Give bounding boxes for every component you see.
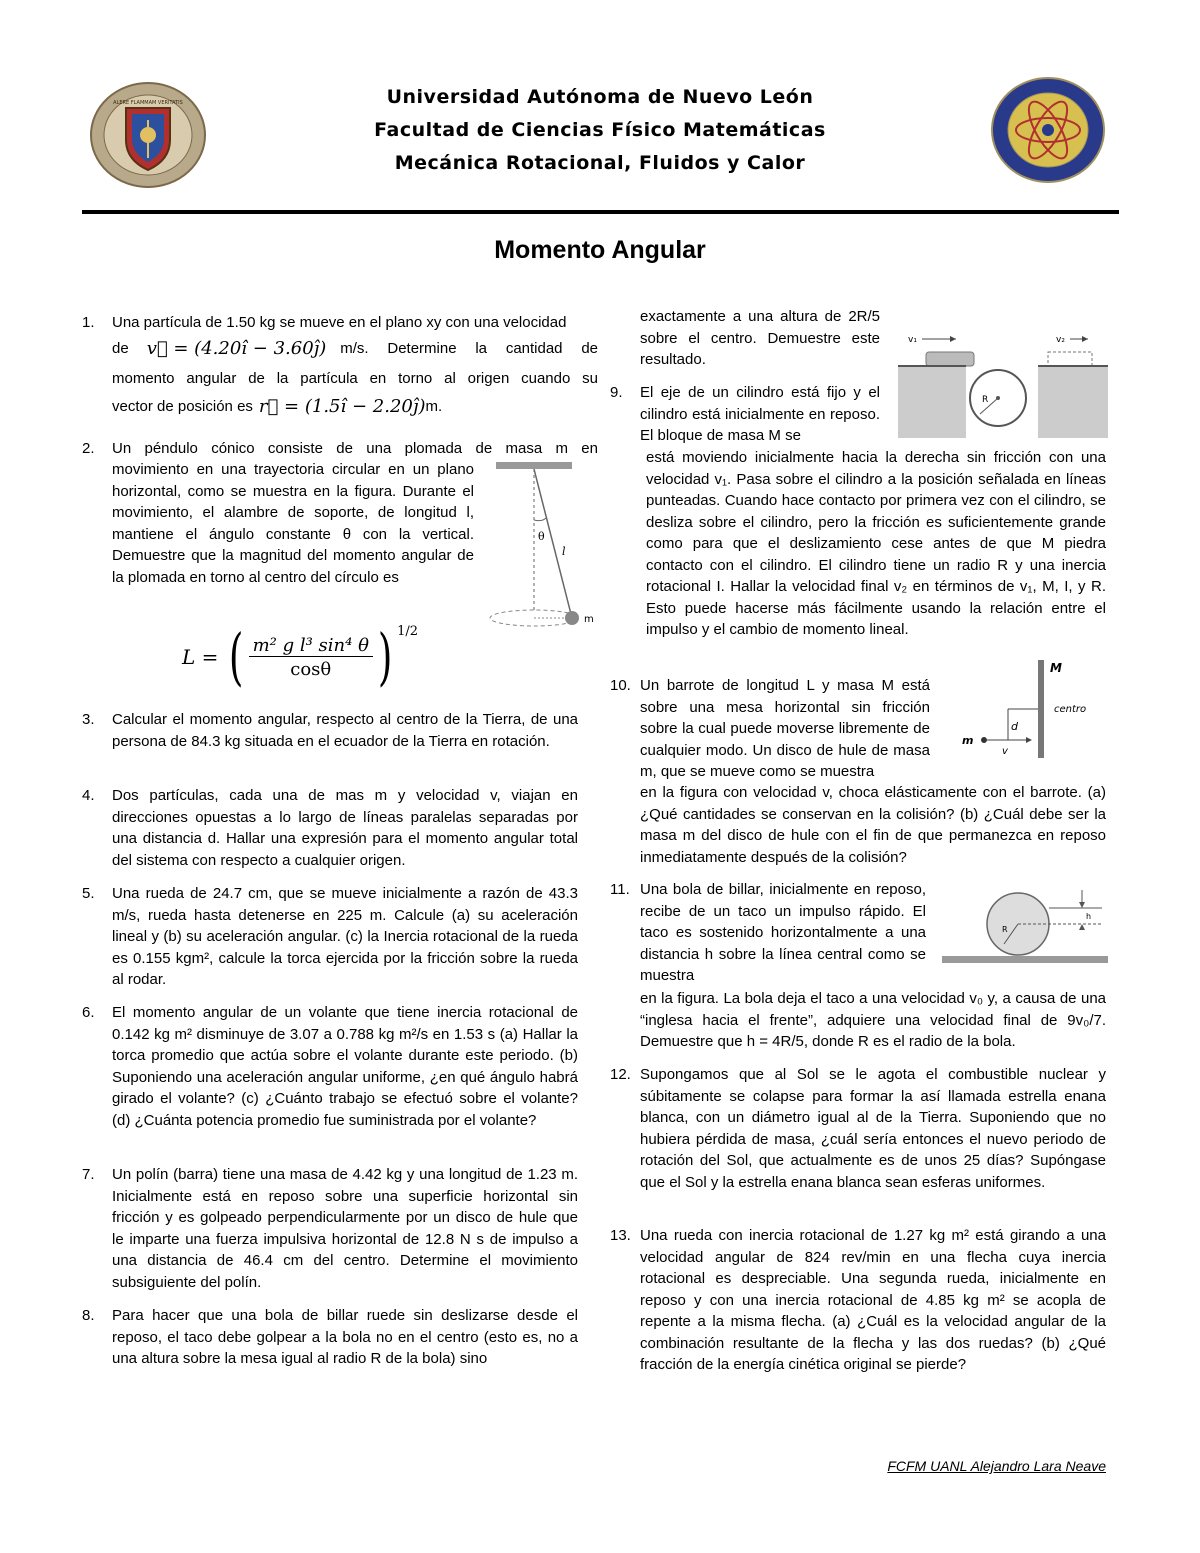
problem-number: 2.: [82, 440, 95, 457]
problem-number: 3.: [82, 711, 95, 728]
ball-radius-label: R: [1002, 925, 1008, 934]
problem-1-line-a: Una partícula de 1.50 kg se mueve en el plano xy con una velocidad: [112, 314, 567, 331]
problem-8-text: Para hacer que una bola de billar ruede sin deslizarse desde el reposo, el taco debe golpear a la bola no en el centro (esto es, no a una altura sobre la mesa igual al radio R de la bola) sino: [112, 1307, 578, 1367]
problem-number: 7.: [82, 1166, 95, 1183]
problem-1-line-c: momento angular de la partícula en torno al origen cuando su: [112, 370, 598, 387]
problem-8-continuation: exactamente a una altura de 2R/5 sobre el centro. Demuestre este resultado.: [640, 308, 880, 368]
page-title: Momento Angular: [494, 236, 706, 264]
problem-number: 1.: [82, 314, 95, 331]
problem-11-body: en la figura. La bola deja el taco a una velocidad v₀ y, a causa de una “inglesa hacia el frente”, adquiere una velocidad final de 9v₀/7. Demuestre que h = 4R/5, donde R es el radio de la bola.: [640, 990, 1106, 1050]
course-name: Mecánica Rotacional, Fluidos y Calor: [394, 152, 806, 174]
velocity-vector: v⃗ = (4.20î − 3.60ĵ): [146, 338, 327, 359]
v2-label: v₂: [1056, 335, 1065, 345]
university-name: Universidad Autónoma de Nuevo León: [386, 86, 814, 108]
uanl-logo-motto: ALERE FLAMMAM VERITATIS: [113, 100, 183, 106]
problem-7-text: Un polín (barra) tiene una masa de 4.42 kg y una longitud de 1.23 m. Inicialmente está en reposo sobre una superficie horizontal sin fricción y es golpeado perpendicularmente por un disco de hule que le imparte una fuerza impulsiva horizontal de 12.8 N s de impulso a una distancia de 46.4 cm del centro. Determine el movimiento subsiguiente del polín.: [112, 1166, 578, 1291]
problem-number: 6.: [82, 1004, 95, 1021]
problem-number: 12.: [610, 1066, 631, 1083]
problem-5-text: Una rueda de 24.7 cm, que se mueve inicialmente a razón de 43.3 m/s, rueda hasta detenerse en 225 m. Calcule (a) su aceleración lineal y (b) su aceleración angular. (c) la Inercia rotacional de la rueda es 0.155 kgm², calcule la torca ejercida por la fricción sobre la rueda al rodar.: [112, 885, 578, 988]
theta-label: θ: [538, 530, 545, 543]
puck-velocity-label: v: [1002, 746, 1008, 757]
problem-2-body: movimiento en una trayectoria circular en un plano horizontal, como se muestra en la figura. Durante el movimiento, el alambre de soporte, de longitud l, mantiene el ángulo constante θ con la vertical. Demuestre que la magnitud del momento angular de la plomada en torno al centro del círculo es: [112, 461, 474, 586]
rod-center-label: centro: [1054, 704, 1087, 715]
faculty-name: Facultad de Ciencias Físico Matemáticas: [374, 119, 826, 141]
header-rule: [82, 210, 1119, 214]
conical-pendulum-figure: [488, 460, 598, 632]
problem-number: 11.: [610, 881, 630, 898]
rod-puck-figure: [958, 658, 1098, 760]
cylinder-block-figure: [898, 328, 1108, 438]
uanl-logo: [88, 80, 208, 190]
length-label: l: [562, 545, 566, 558]
problem-number: 13.: [610, 1227, 631, 1244]
angular-momentum-formula: L = ( m² g l³ sin⁴ θ cosθ ) 1/2: [182, 620, 419, 693]
distance-label: d: [1011, 720, 1018, 733]
problem-10-line-a: Un barrote de longitud L y masa M está sobre una mesa horizontal sin fricción sobre la cual puede moverse libremente de cualquier modo. Un disco de hule de masa m, que se mueve como se muestra: [640, 677, 930, 780]
problem-1-line-b: de v⃗ = (4.20î − 3.60ĵ) m/s. Determine la cantidad de: [112, 338, 598, 359]
problem-3-text: Calcular el momento angular, respecto al centro de la Tierra, de una persona de 84.3 kg situada en el ecuador de la Tierra en rotación.: [112, 711, 578, 750]
problem-6-text: El momento angular de un volante que tiene inercia rotacional de 0.142 kg m² disminuye de 3.07 a 0.788 kg m²/s en 1.53 s (a) Hallar la torca promedio que actúa sobre el volante durante este periodo. (b) Suponiendo una aceleración angular uniforme, ¿en qué ángulo habrá girado el volante? (c) ¿Cuánto trabajo se efectuó sobre el volante? (d) ¿Cuánta potencia promedio fue suministrada por el volante?: [112, 1004, 578, 1129]
v1-label: v₁: [908, 335, 917, 345]
problem-number: 9.: [610, 384, 623, 401]
problem-10-body: en la figura con velocidad v, choca elásticamente con el barrote. (a) ¿Qué cantidades se conservan en la colisión? (b) ¿Cuál debe ser la masa m del disco de hule con el fin de que permanezca en reposo inmediatamente después de la colisión?: [640, 784, 1106, 866]
problem-9-body: está moviendo inicialmente hacia la derecha sin fricción con una velocidad v₁. Pasa sobre el cilindro a la posición señalada en líneas punteadas. Cuando hace contacto por primera vez con el cilindro, se desliza sobre el cilindro, pero la fricción es suficientemente grande como para que el deslizamiento cese antes de que M piedra contacto con el cilindro. El cilindro tiene un radio R y una inercia rotacional I. Hallar la velocidad final v₂ en términos de v₁, M, I, y R. Esto puede hacerse más fácilmente usando la relación entre el impulso y el cambio de momento lineal.: [646, 449, 1106, 638]
mass-label: m: [584, 614, 594, 625]
footer-author: FCFM UANL Alejandro Lara Neave: [887, 1458, 1106, 1474]
problem-number: 4.: [82, 787, 95, 804]
problem-number: 8.: [82, 1307, 95, 1324]
problem-11-line-a: Una bola de billar, inicialmente en reposo, recibe de un taco un impulso rápido. El taco es sostenido horizontalmente a una distancia h sobre la línea central como se muestra: [640, 881, 926, 984]
fcfm-logo: [988, 75, 1108, 185]
billiard-ball-figure: [942, 886, 1108, 970]
puck-mass-label: m: [962, 734, 974, 747]
problem-9-line-a: El eje de un cilindro está fijo y el cilindro está inicialmente en reposo. El bloque de masa M se: [640, 384, 880, 444]
problem-number: 5.: [82, 885, 95, 902]
problem-4-text: Dos partículas, cada una de mas m y velocidad v, viajan en direcciones opuestas a lo largo de líneas paralelas separadas por una distancia d. Hallar una expresión para el momento angular total del sistema con respecto a cualquier origen.: [112, 787, 578, 869]
problem-number: 10.: [610, 677, 631, 694]
position-vector: r⃗ = (1.5î − 2.20ĵ): [258, 396, 426, 417]
radius-label: R: [982, 395, 989, 405]
problem-1-line-d: vector de posición es r⃗ = (1.5î − 2.20ĵ) m.: [112, 396, 443, 417]
problem-13-text: Una rueda con inercia rotacional de 1.27 kg m² está girando a una velocidad angular de 824 rev/min en una flecha cuya inercia rotacional es despreciable. Una segunda rueda, inicialmente en reposo y con una inercia rotacional de 4.85 kg m² se acopla de repente a la misma flecha. (a) ¿Cuál es la velocidad angular de la combinación resultante de la flecha y las dos ruedas? (b) ¿Qué fracción de la energía cinética original se pierde?: [640, 1227, 1106, 1373]
height-label: h: [1086, 912, 1092, 921]
problem-12-text: Supongamos que al Sol se le agota el combustible nuclear y súbitamente se colapse para formar la así llamada estrella enana blanca, con un diámetro igual al de la Tierra. Suponiendo que no hubiera pérdida de masa, ¿cuál sería entonces el nuevo periodo de rotación del Sol, que actualmente es de unos 25 días? Supóngase que el Sol y la estrella enana blanca sean esferas uniformes.: [640, 1066, 1106, 1191]
problem-2-line-a: Un péndulo cónico consiste de una plomada de masa m en: [112, 440, 598, 457]
rod-mass-label: M: [1050, 661, 1062, 675]
